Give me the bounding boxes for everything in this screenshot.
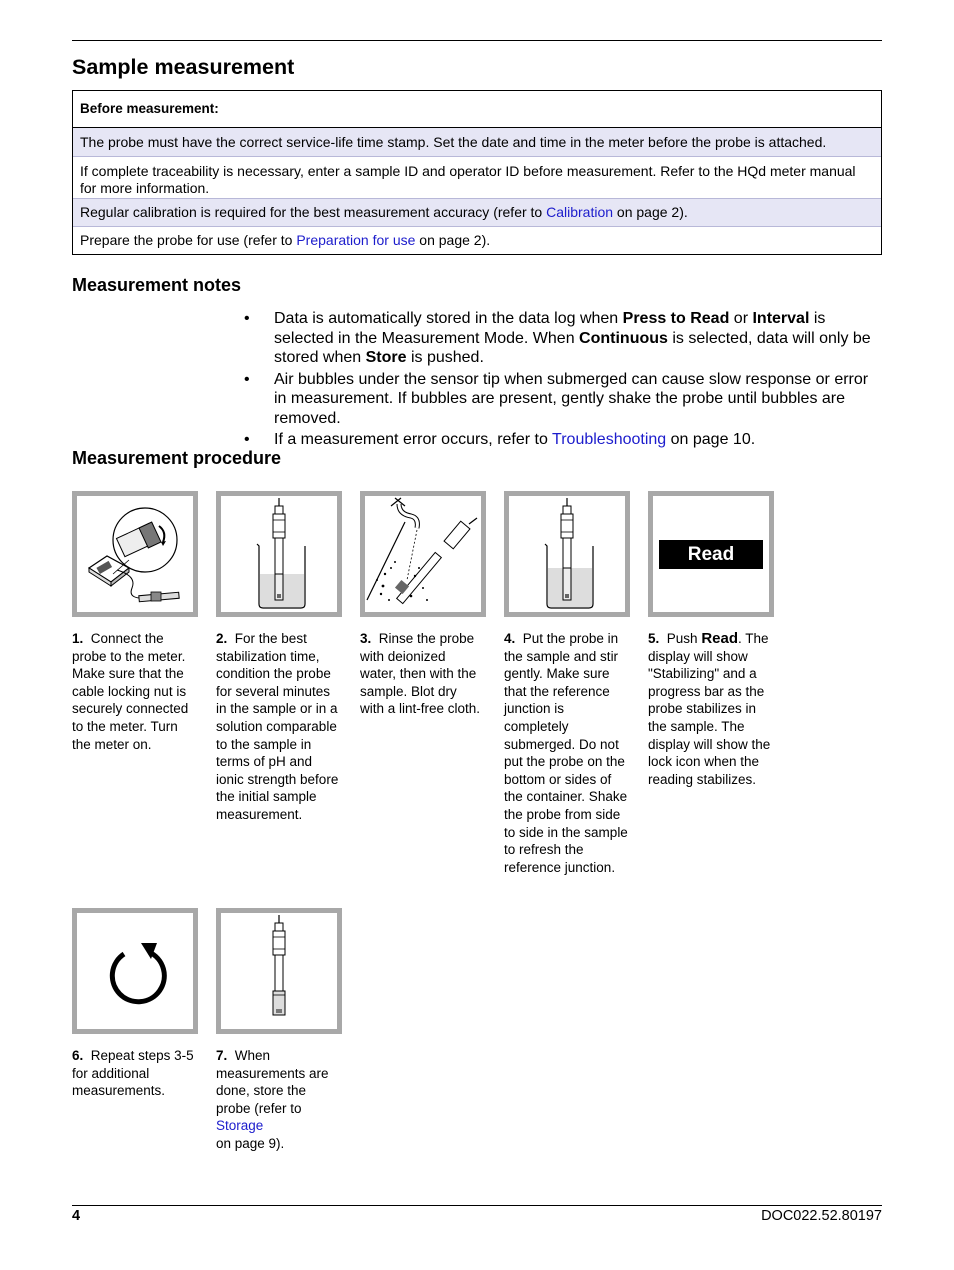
note2-text: Air bubbles under the sensor tip when submerged can cause slow response or error in measurement. If bubbles are present, gently shake the probe until bubbles are removed. xyxy=(274,370,869,427)
step-7-number: 7. xyxy=(216,1048,228,1063)
step-5-number: 5. xyxy=(648,631,660,646)
note1-text-e: is selected in the Measurement Mode. When xyxy=(274,310,826,347)
step-5-text-post: . The display will show "Stabilizing" and a progress bar as the probe stabilizes in the sample. The display will show the lock icon when the reading stabilizes. xyxy=(648,631,771,787)
preparation-text-post: on page 2). xyxy=(415,232,491,248)
step-3-caption xyxy=(360,630,484,718)
before-row-preparation xyxy=(73,227,881,254)
note1-text-c: or xyxy=(729,310,753,327)
step-5-illustration xyxy=(648,491,774,617)
header-rule xyxy=(72,40,882,41)
step-6-number: 6. xyxy=(72,1048,84,1063)
troubleshooting-link[interactable]: Troubleshooting xyxy=(552,431,667,448)
step-7-illustration xyxy=(216,908,342,1034)
page-number: 4 xyxy=(72,1208,81,1224)
measurement-notes-list xyxy=(244,309,884,452)
step-4-text: Put the probe in the sample and stir gently. Make sure that the reference junction is completely submerged. Do not put the probe on the bottom or sides of the container. Shake the probe from side to side in the sample to refresh the reference junction. xyxy=(504,631,628,875)
step-6-illustration xyxy=(72,908,198,1034)
bullet-icon: • xyxy=(244,431,250,448)
calibration-text-post: on page 2). xyxy=(613,204,688,220)
repeat-icon xyxy=(77,913,193,1029)
probe-in-beaker-icon xyxy=(221,496,337,612)
note3-text-pre: If a measurement error occurs, refer to xyxy=(274,431,553,448)
document-id: DOC022.52.80197 xyxy=(761,1208,882,1224)
step-3-text: Rinse the probe with deionized water, then with the sample. Blot dry with a lint-free cloth. xyxy=(360,631,481,717)
step-1-caption xyxy=(72,630,196,753)
note1-interval: Interval xyxy=(752,310,810,327)
before-row-timestamp: The probe must have the correct service-life time stamp. Set the date and time in the meter before the probe is attached. xyxy=(73,128,881,157)
read-key-graphic: Read xyxy=(659,540,763,569)
before-row-calibration xyxy=(73,199,881,227)
step-4-number: 4. xyxy=(504,631,516,646)
preparation-link[interactable]: Preparation for use xyxy=(296,232,416,248)
probe-in-sample-icon xyxy=(509,496,625,612)
probe-storage-icon xyxy=(221,913,337,1029)
measurement-procedure-heading: Measurement procedure xyxy=(72,448,282,468)
before-measurement-box xyxy=(72,90,882,255)
step-2-text: For the best stabilization time, condition the probe for several minutes in the sample or in a solution comparable to the sample in terms of pH and ionic strength before the initial sample measurement. xyxy=(216,631,339,822)
storage-link[interactable]: Storage xyxy=(216,1118,264,1134)
step-5-read-bold: Read xyxy=(701,630,738,647)
note3-text-post: on page 10. xyxy=(666,431,756,448)
note1-text-g: is selected, data will only be stored when xyxy=(274,329,871,366)
step-5-text-pre: Push xyxy=(666,631,702,646)
step-1-number: 1. xyxy=(72,631,84,646)
calibration-text-pre: Regular calibration is required for the best measurement accuracy (refer to xyxy=(80,204,547,220)
note1-text-i: is pushed. xyxy=(406,349,484,366)
step-6-text: Repeat steps 3-5 for additional measurements. xyxy=(72,1048,194,1099)
note1-store: Store xyxy=(365,349,407,366)
step-3-number: 3. xyxy=(360,631,372,646)
step-3-illustration xyxy=(360,491,486,617)
before-measurement-header: Before measurement: xyxy=(73,91,881,128)
note-data-log xyxy=(244,309,884,368)
step-7-caption xyxy=(216,1047,340,1153)
step-1-text: Connect the probe to the meter. Make sure that the cable locking nut is securely connected to the meter. Turn the meter on. xyxy=(72,631,189,752)
step-1-illustration xyxy=(72,491,198,617)
rinse-probe-icon xyxy=(365,496,481,612)
step-2-number: 2. xyxy=(216,631,228,646)
note-error xyxy=(244,430,884,450)
note1-text-a: Data is automatically stored in the data log when xyxy=(274,310,623,327)
preparation-text-pre: Prepare the probe for use (refer to xyxy=(80,232,297,248)
step-5-caption xyxy=(648,630,772,788)
meter-probe-icon xyxy=(77,496,193,612)
before-row-traceability: If complete traceability is necessary, enter a sample ID and operator ID before measurement. Refer to the HQd meter manual for more information. xyxy=(73,157,881,199)
step-7-text-post: on page 9). xyxy=(216,1135,285,1151)
page-title: Sample measurement xyxy=(72,55,295,79)
note1-press-to-read: Press to Read xyxy=(622,310,730,327)
footer-rule xyxy=(72,1205,882,1206)
step-6-caption xyxy=(72,1047,196,1100)
step-4-illustration xyxy=(504,491,630,617)
bullet-icon: • xyxy=(244,310,250,327)
measurement-notes-heading: Measurement notes xyxy=(72,275,242,295)
step-4-caption xyxy=(504,630,628,876)
step-2-illustration xyxy=(216,491,342,617)
note1-continuous: Continuous xyxy=(579,329,668,347)
calibration-link[interactable]: Calibration xyxy=(546,204,614,220)
bullet-icon: • xyxy=(244,370,250,388)
step-2-caption xyxy=(216,630,340,824)
step-7-text-pre: When measurements are done, store the probe (refer to xyxy=(216,1048,329,1116)
note-air-bubbles xyxy=(244,370,884,429)
